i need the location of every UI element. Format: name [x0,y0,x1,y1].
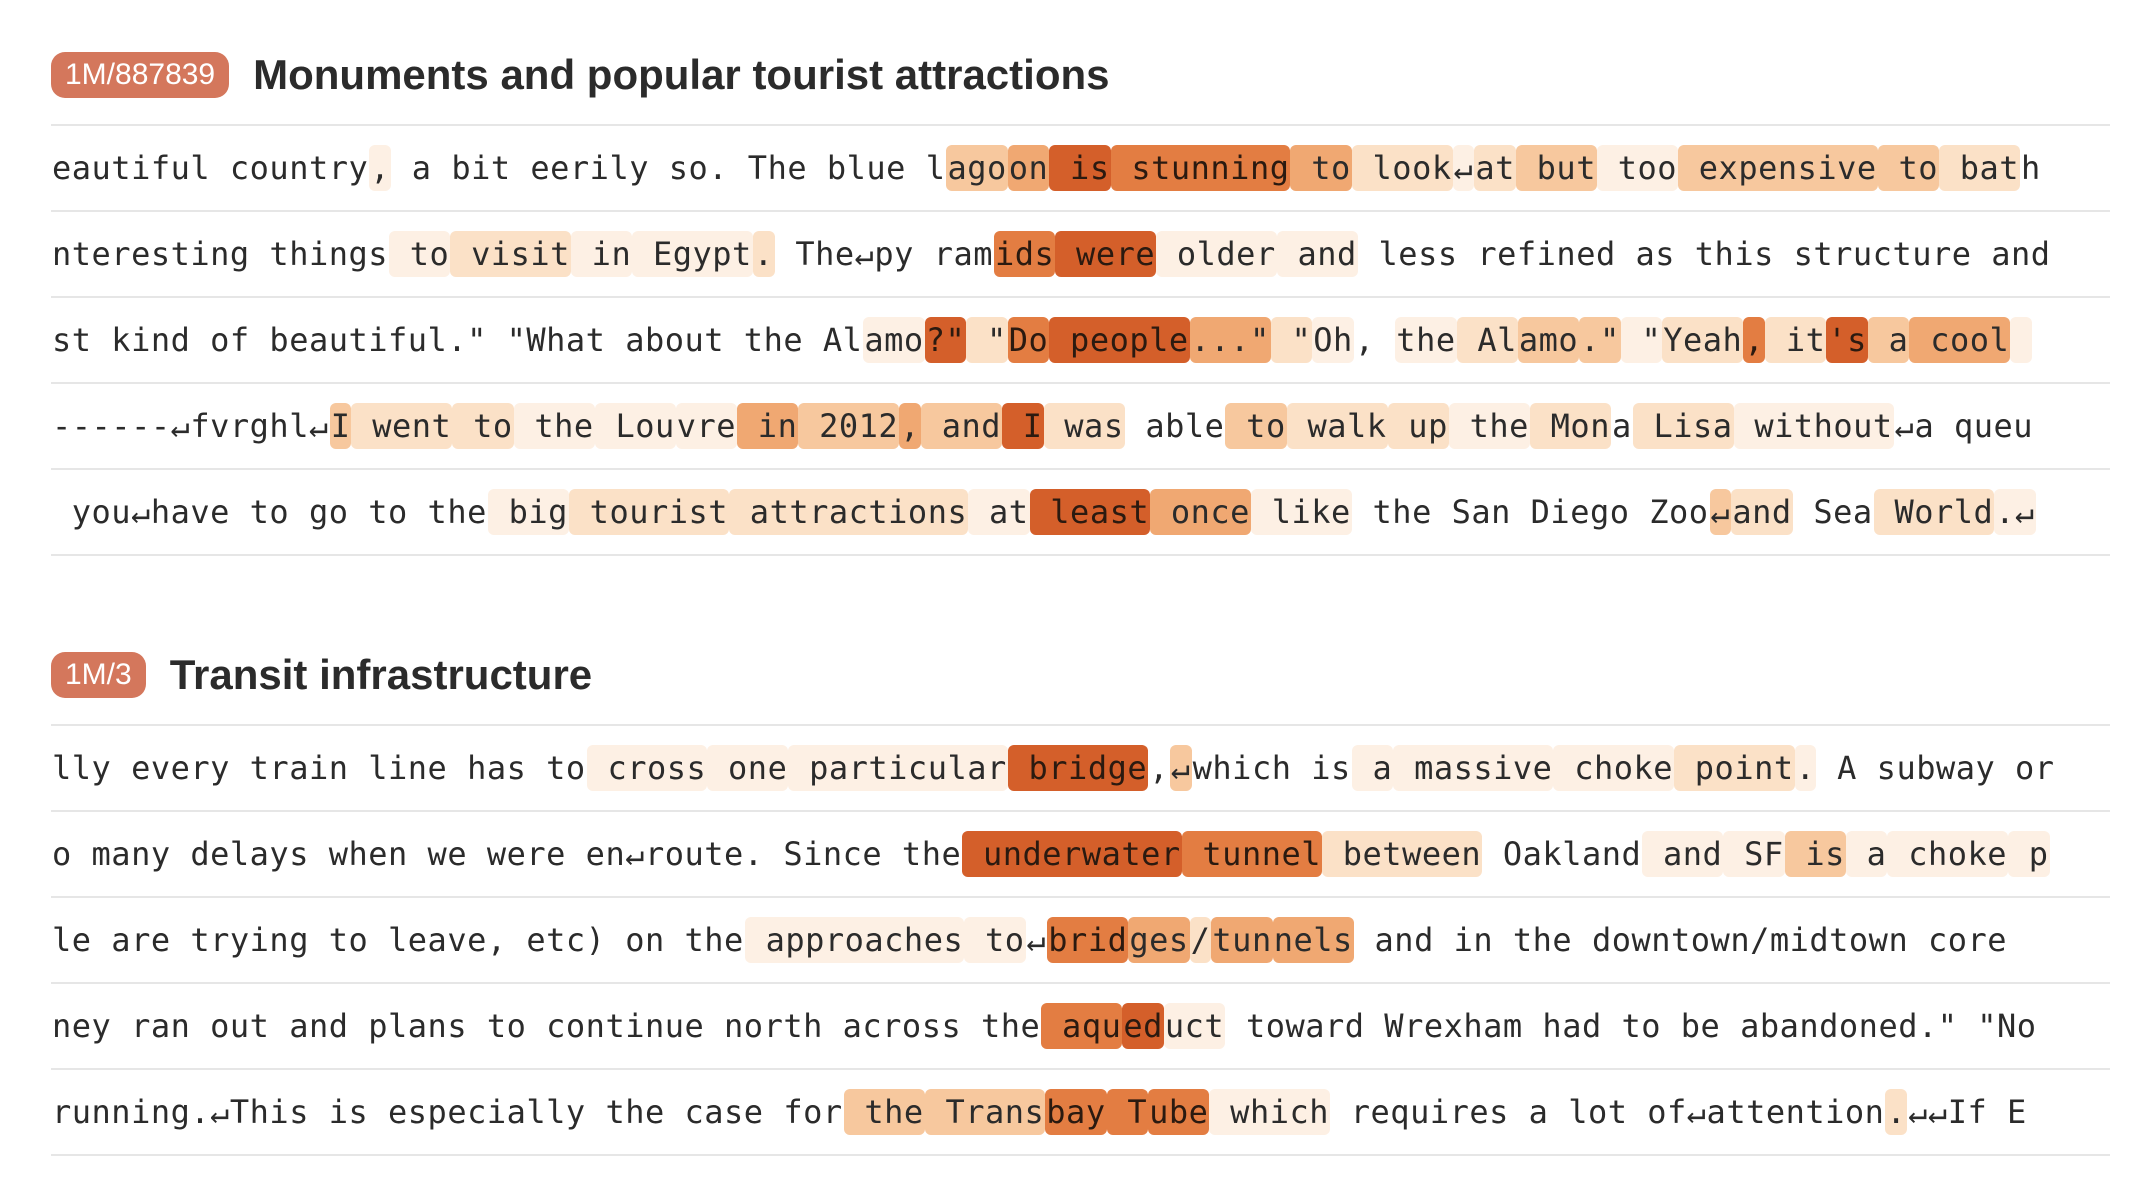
example-row[interactable] [51,726,2110,812]
token[interactable]: between [1322,831,1482,877]
token[interactable]: up [1388,403,1449,449]
token[interactable]: visit [450,231,571,277]
token-rows [51,724,2110,1156]
token[interactable] [2010,317,2032,363]
token[interactable]: the [514,403,595,449]
token[interactable]: requires a lot of↵attention [1331,1093,1885,1131]
token[interactable]: a [1868,317,1910,363]
token[interactable]: Oh [1312,317,1354,363]
feature-header [51,640,2110,710]
feature-title: Transit infrastructure [169,651,593,698]
token[interactable]: cool [1909,317,2010,363]
token[interactable]: ney ran out and plans to continue north across the [52,1007,1041,1045]
token[interactable]: brid [1047,917,1128,963]
token[interactable]: to [1225,403,1286,449]
example-row[interactable] [51,212,2110,298]
token[interactable]: was [1044,403,1125,449]
token[interactable]: the [844,1089,925,1135]
token[interactable]: went [351,403,452,449]
token[interactable]: ↵ [1453,145,1475,191]
token[interactable]: look [1352,145,1453,191]
token[interactable]: Lou [595,403,676,449]
token[interactable]: to [1290,145,1351,191]
token[interactable]: choke [1553,745,1674,791]
token[interactable]: SF [1723,831,1784,877]
token[interactable]: a [1352,745,1394,791]
token[interactable]: and [1731,489,1792,535]
token[interactable]: ↵ [1170,745,1192,791]
token[interactable]: le are trying to leave, etc) on the [52,921,744,959]
token[interactable]: the San Diego Zoo [1352,493,1709,531]
token[interactable]: . [1885,1089,1907,1135]
example-row[interactable] [51,470,2110,556]
token[interactable]: nteresting things [52,235,389,273]
token[interactable]: o many delays when we were en↵route. Since the [52,835,962,873]
token[interactable]: The↵py ram [775,235,993,273]
example-row[interactable] [51,812,2110,898]
token[interactable]: aqu [1041,1003,1122,1049]
token[interactable]: ges [1128,917,1189,963]
token[interactable]: at [968,489,1029,535]
token[interactable]: Oakland [1483,835,1642,873]
token[interactable]: ↵a queu [1894,407,2034,445]
token[interactable]: . [753,231,775,277]
token[interactable]: , [899,403,921,449]
token[interactable]: 's [1826,317,1868,363]
token[interactable]: Sea [1793,493,1873,531]
token[interactable]: st kind of beautiful." "What about the Al [52,321,863,359]
token[interactable]: . [1795,745,1817,791]
token[interactable]: vre [676,403,737,449]
token[interactable]: eautiful country [52,149,369,187]
token[interactable]: point [1674,745,1795,791]
token[interactable]: able [1125,407,1225,445]
token[interactable]: one [707,745,788,791]
token[interactable]: ↵ [1710,489,1732,535]
token[interactable]: a [1611,407,1632,445]
token[interactable]: it [1765,317,1826,363]
feature-panel-monuments [51,40,2110,556]
token[interactable]: people [1049,317,1189,363]
example-row[interactable] [51,984,2110,1070]
token[interactable]: less refined as this structure and [1358,235,2051,273]
token[interactable]: which [1209,1089,1330,1135]
feature-title: Monuments and popular tourist attractions [253,51,1110,98]
token[interactable]: in [737,403,798,449]
token[interactable]: , [1743,317,1765,363]
token[interactable]: , [1354,321,1395,359]
token[interactable]: " [1621,317,1663,363]
token[interactable]: ↵↵If E [1908,1093,2027,1131]
token[interactable]: which is [1192,749,1351,787]
example-row[interactable] [51,126,2110,212]
token[interactable]: , [369,145,391,191]
token[interactable]: T [1107,1089,1149,1135]
token[interactable]: amo [1518,317,1579,363]
token[interactable]: nels [1273,917,1354,963]
token[interactable]: were [1055,231,1156,277]
token[interactable]: h [2021,149,2041,187]
token[interactable]: underwater [962,831,1181,877]
token[interactable]: particular [788,745,1007,791]
token[interactable]: big [488,489,569,535]
token[interactable]: you↵have to go to the [52,493,487,531]
token[interactable]: bat [1939,145,2020,191]
example-row[interactable] [51,1070,2110,1156]
token[interactable]: Mon [1530,403,1611,449]
token[interactable]: World [1874,489,1995,535]
token[interactable]: p [2008,831,2050,877]
token[interactable]: ?" [925,317,967,363]
token[interactable]: 2012 [798,403,899,449]
token[interactable]: Yeah [1662,317,1743,363]
token[interactable]: the [1395,317,1456,363]
token[interactable]: expensive [1678,145,1878,191]
feature-id-badge[interactable]: 1M/887839 [51,52,229,98]
token[interactable]: bay [1045,1089,1106,1135]
token[interactable]: ids [994,231,1055,277]
token[interactable]: in [571,231,632,277]
token[interactable]: to [964,917,1025,963]
token[interactable]: bridge [1008,745,1148,791]
example-row[interactable] [51,384,2110,470]
token[interactable]: Trans [925,1089,1046,1135]
token[interactable]: I [1002,403,1044,449]
token[interactable]: and [921,403,1002,449]
token[interactable]: a bit eerily so. The blue l [392,149,946,187]
token[interactable]: ube [1148,1089,1209,1135]
token[interactable]: Al [1457,317,1518,363]
example-row[interactable] [51,298,2110,384]
token[interactable]: A subway or [1817,749,2055,787]
token[interactable]: massive [1393,745,1553,791]
token[interactable]: ..." [1190,317,1271,363]
token[interactable]: too [1597,145,1678,191]
token-rows [51,124,2110,556]
token[interactable]: approaches [745,917,964,963]
token[interactable]: a [1846,831,1888,877]
feature-id-badge[interactable]: 1M/3 [51,652,146,698]
token[interactable]: ↵ [1026,921,1047,959]
token[interactable]: like [1251,489,1352,535]
token[interactable]: I [330,403,352,449]
token[interactable]: Lisa [1633,403,1734,449]
token[interactable]: attractions [729,489,968,535]
token[interactable]: on [1008,145,1050,191]
token[interactable]: / [1190,917,1212,963]
token[interactable]: to [452,403,513,449]
token[interactable]: but [1516,145,1597,191]
token[interactable]: and [1642,831,1723,877]
token[interactable]: Do [1008,317,1050,363]
token[interactable]: , [1149,749,1169,787]
token[interactable]: " [966,317,1008,363]
token[interactable]: least [1030,489,1151,535]
token[interactable]: walk [1287,403,1388,449]
token[interactable]: uct [1164,1003,1225,1049]
token[interactable]: stunning [1111,145,1291,191]
token[interactable]: amo [863,317,924,363]
token[interactable]: toward Wrexham had to be abandoned." "No [1226,1007,2037,1045]
token[interactable]: older [1156,231,1277,277]
token[interactable]: tourist [569,489,729,535]
token[interactable]: choke [1887,831,2008,877]
token[interactable]: ." [1579,317,1621,363]
token[interactable]: ago [946,145,1007,191]
token[interactable]: is [1785,831,1846,877]
token[interactable]: and in the downtown/midtown core [1354,921,2008,959]
token[interactable]: cross [587,745,708,791]
feature-panel-transit [51,640,2110,1156]
token[interactable]: " [1271,317,1313,363]
token[interactable]: lly every train line has to [52,749,586,787]
feature-header [51,40,2110,110]
token[interactable]: Egypt [632,231,753,277]
token[interactable]: to [1878,145,1939,191]
token[interactable]: without [1734,403,1894,449]
example-row[interactable] [51,898,2110,984]
token[interactable]: .↵ [1994,489,2036,535]
token[interactable]: running.↵This is especially the case for [52,1093,843,1131]
token[interactable]: ------↵fvrghl↵ [52,407,329,445]
token[interactable]: tun [1211,917,1272,963]
token[interactable]: at [1474,145,1516,191]
token[interactable]: and [1277,231,1358,277]
token[interactable]: to [389,231,450,277]
token[interactable]: the [1449,403,1530,449]
token[interactable]: once [1150,489,1251,535]
token[interactable]: tunnel [1182,831,1322,877]
token[interactable]: is [1049,145,1110,191]
token[interactable]: ed [1122,1003,1164,1049]
